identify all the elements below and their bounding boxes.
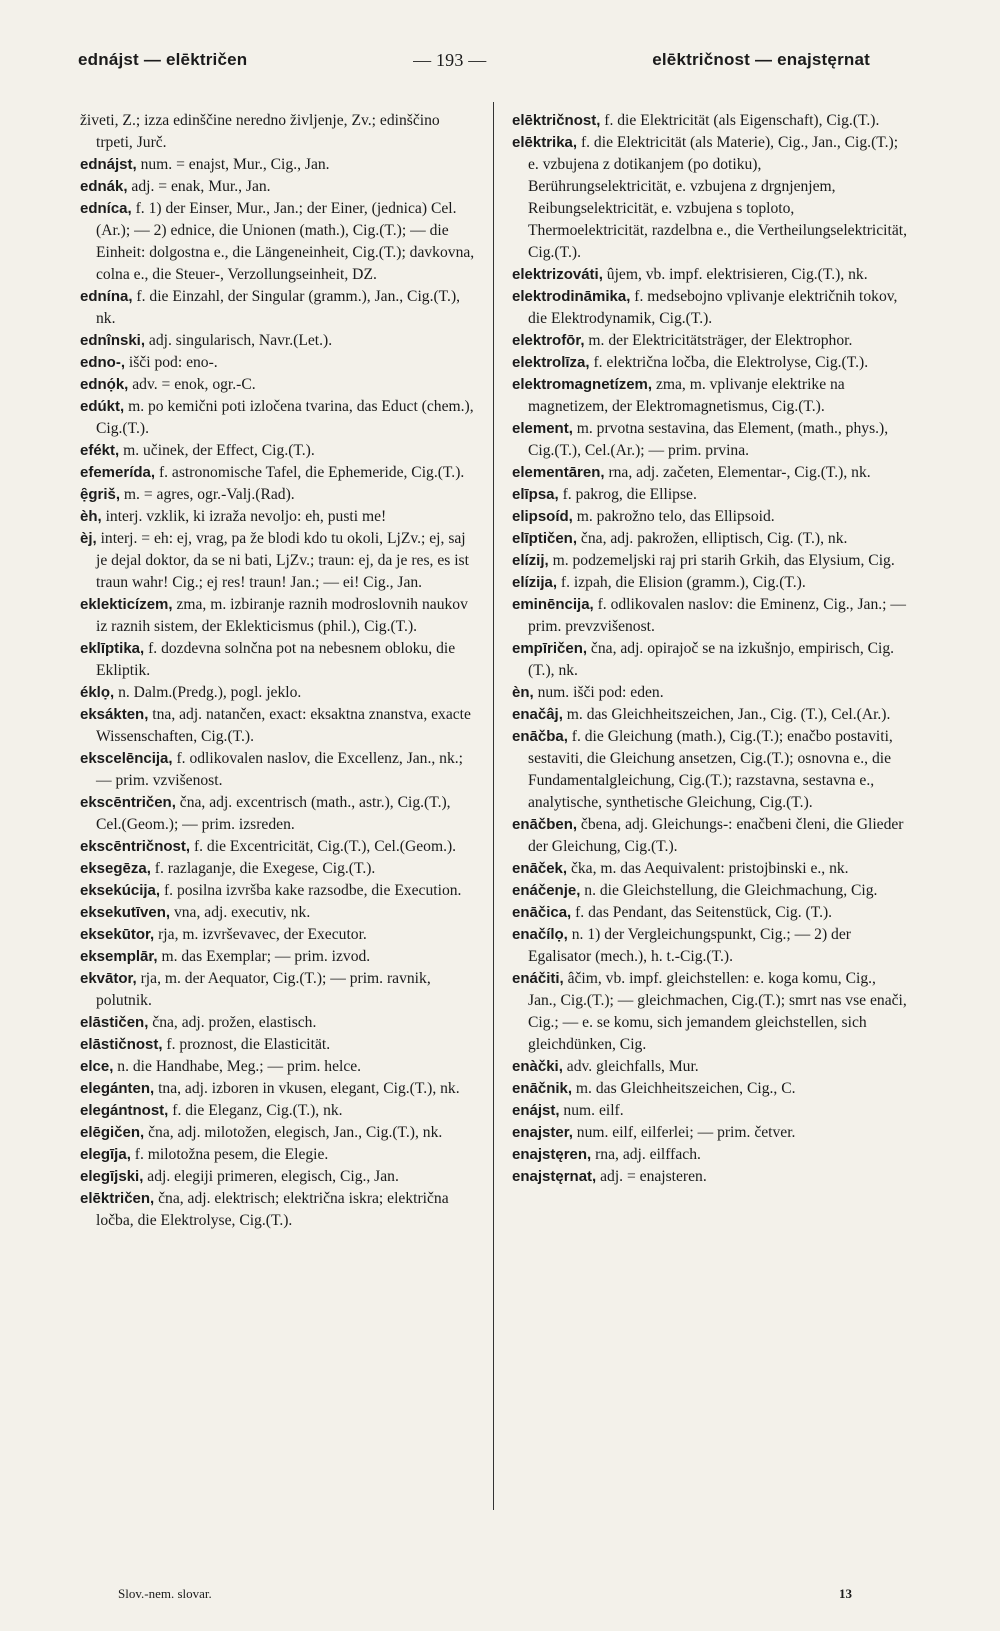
entry-definition: f. električna ločba, die Elektrolyse, Cig.(T.). (589, 354, 869, 371)
dictionary-entry (80, 858, 475, 880)
entry-definition: m. pakrožno telo, das Ellipsoid. (572, 508, 775, 525)
entry-definition: zma, m. izbiranje raznih modroslovnih naukov iz raznih sistem, der Eklekticismus (phil.), Cig.(T.). (96, 596, 468, 635)
entry-headword: èj, (80, 530, 97, 547)
entry-headword: enajstęrnat, (512, 1168, 597, 1185)
entry-headword: elízija, (512, 574, 558, 591)
dictionary-entry (512, 1078, 907, 1100)
entry-headword: elīptičen, (512, 530, 578, 547)
entry-headword: ekscelēncija, (80, 750, 173, 767)
entry-definition: tna, adj. izboren in vkusen, elegant, Cig.(T.), nk. (154, 1080, 460, 1097)
dictionary-entry (512, 902, 907, 924)
dictionary-entry (512, 1166, 907, 1188)
entry-headword: enàčki, (512, 1058, 563, 1075)
entry-definition: f. medsebojno vplivanje električnih tokov, die Elektrodynamik, Cig.(T.). (528, 288, 898, 327)
entry-definition: f. odlikovalen naslov: die Eminenz, Cig., Jan.; — prim. prevzvišenost. (528, 596, 906, 635)
entry-headword: eksákten, (80, 706, 149, 723)
running-header (78, 50, 870, 71)
entry-definition: m. das Exemplar; — prim. izvod. (157, 948, 371, 965)
dictionary-entry (512, 462, 907, 484)
entry-headword: elektrizováti, (512, 266, 603, 283)
entry-headword: elementāren, (512, 464, 605, 481)
entry-headword: elēgičen, (80, 1124, 145, 1141)
entry-definition: num. eilf. (559, 1102, 624, 1119)
entry-definition: m. das Gleichheitszeichen, Cig., C. (572, 1080, 796, 1097)
entry-definition: f. dozdevna solnčna pot na nebesnem obloku, die Ekliptik. (96, 640, 456, 679)
entry-definition: adj. = enak, Mur., Jan. (127, 178, 271, 195)
entry-headword: ekscēntričnost, (80, 838, 191, 855)
dictionary-entry (80, 528, 475, 594)
dictionary-entry (80, 176, 475, 198)
entry-definition: vna, adj. executiv, nk. (170, 904, 311, 921)
dictionary-entry (512, 352, 907, 374)
dictionary-entry (512, 726, 907, 814)
entry-definition: f. razlaganje, die Exegese, Cig.(T.). (150, 860, 376, 877)
dictionary-entry (512, 1056, 907, 1078)
entry-definition: m. prvotna sestavina, das Element, (math., phys.), Cig.(T.), Cel.(Ar.); — prim. prvina. (528, 420, 889, 459)
dictionary-entry (80, 484, 475, 506)
entry-definition: rja, m. der Aequator, Cig.(T.); — prim. ravnik, polutnik. (96, 970, 431, 1009)
entry-headword: efékt, (80, 442, 120, 459)
page-number: — 193 — (413, 50, 487, 70)
entry-definition: m. das Gleichheitszeichen, Jan., Cig. (T.), Cel.(Ar.). (562, 706, 891, 723)
dictionary-entry (80, 1012, 475, 1034)
entry-headword: enáčenje, (512, 882, 581, 899)
dictionary-entry (80, 1034, 475, 1056)
entry-headword: elēktričnost, (512, 112, 601, 129)
entry-headword: elce, (80, 1058, 114, 1075)
entry-headword: edúkt, (80, 398, 125, 415)
entry-definition: čbena, adj. Gleichungs-: enačbeni členi, die Glieder der Gleichung, Cig.(T.). (528, 816, 904, 855)
entry-definition: ûjem, vb. impf. elektrisieren, Cig.(T.), nk. (602, 266, 868, 283)
entry-definition: rna, adj. začeten, Elementar-, Cig.(T.), nk. (604, 464, 871, 481)
entry-headword: eksekúcija, (80, 882, 161, 899)
entry-headword: èh, (80, 508, 102, 525)
dictionary-entry (80, 594, 475, 638)
entry-definition: adv. gleichfalls, Mur. (562, 1058, 699, 1075)
entry-definition: âčim, vb. impf. gleichstellen: e. koga komu, Cig., Jan., Cig.(T.); — gleichmachen, Cig.(T.); smrt nas vse enači, Cig.; — e. se komu, sich jemandem gleichstellen, sich gleichdünken, Cig. (528, 970, 907, 1053)
dictionary-entry (80, 1122, 475, 1144)
entry-definition: num. išči pod: eden. (533, 684, 664, 701)
entry-definition: išči pod: eno-. (125, 354, 218, 371)
entry-definition: num. = enajst, Mur., Cig., Jan. (136, 156, 330, 173)
dictionary-entry (512, 572, 907, 594)
entry-headword: enāčica, (512, 904, 572, 921)
dictionary-entry (512, 330, 907, 352)
entry-headword: edníca, (80, 200, 132, 217)
signature-mark: Slov.-nem. slovar. (118, 1586, 212, 1601)
entry-definition: n. die Handhabe, Meg.; — prim. helce. (113, 1058, 362, 1075)
dictionary-entry (80, 1166, 475, 1188)
entry-headword: elektrodināmika, (512, 288, 631, 305)
dictionary-entry (80, 462, 475, 484)
entry-headword: ekvātor, (80, 970, 137, 987)
entry-definition: živeti, Z.; izza edinščine neredno življenje, Zv.; edinščino trpeti, Jurč. (80, 112, 440, 151)
entry-headword: elektromagnetízem, (512, 376, 653, 393)
dictionary-entry (80, 110, 475, 154)
dictionary-entry (512, 1100, 907, 1122)
dictionary-entry (80, 704, 475, 748)
entry-headword: elipsoíd, (512, 508, 573, 525)
entry-definition: adj. elegiji primeren, elegisch, Cig., Jan. (143, 1168, 399, 1185)
entry-headword: eksegēza, (80, 860, 151, 877)
entry-definition: f. die Excentricität, Cig.(T.), Cel.(Geom.). (190, 838, 457, 855)
entry-headword: elīpsa, (512, 486, 559, 503)
entry-headword: eksekutīven, (80, 904, 171, 921)
header-right-guide-words: elēktričnost — enajstęrnat (652, 50, 870, 69)
left-column (80, 110, 475, 1232)
entry-definition: rja, m. izvrševavec, der Executor. (154, 926, 367, 943)
dictionary-entry (512, 528, 907, 550)
entry-definition: f. 1) der Einser, Mur., Jan.; der Einer, (jednica) Cel.(Ar.); — 2) ednice, die Unionen (math.), Cig.(T.); — die Einheit: dolgostna e., die Längeneinheit, Cig.(T.); davkovna, colna e., die Steuer-, Verzollungseinheit, DZ. (96, 200, 475, 283)
entry-headword: eksekūtor, (80, 926, 155, 943)
entry-definition: rna, adj. eilffach. (591, 1146, 701, 1163)
entry-headword: elízij, (512, 552, 549, 569)
dictionary-entry (80, 506, 475, 528)
dictionary-entry (512, 550, 907, 572)
entry-headword: edno-, (80, 354, 125, 371)
entry-headword: ednînski, (80, 332, 146, 349)
entry-headword: empīričen, (512, 640, 588, 657)
entry-definition: f. odlikovalen naslov, die Excellenz, Jan., nk.; — prim. vzvišenost. (96, 750, 464, 789)
dictionary-entry (512, 418, 907, 462)
entry-definition: čka, m. das Aequivalent: pristojbinski e., nk. (567, 860, 849, 877)
entry-headword: eminēncija, (512, 596, 594, 613)
dictionary-entry (80, 968, 475, 1012)
dictionary-entry (80, 1056, 475, 1078)
dictionary-entry (80, 924, 475, 946)
dictionary-entry (80, 792, 475, 836)
entry-definition: adj. = enajsteren. (596, 1168, 707, 1185)
entry-headword: enāčnik, (512, 1080, 573, 1097)
dictionary-entry (512, 110, 907, 132)
dictionary-entry (512, 638, 907, 682)
dictionary-entry (512, 880, 907, 902)
dictionary-entry (512, 374, 907, 418)
entry-definition: tna, adj. natančen, exact: eksaktna znanstva, exacte Wissenschaften, Cig.(T.). (96, 706, 471, 745)
dictionary-entry (512, 506, 907, 528)
entry-definition: f. pakrog, die Ellipse. (558, 486, 697, 503)
entry-definition: f. milotožna pesem, die Elegie. (130, 1146, 329, 1163)
entry-definition: f. izpah, die Elision (gramm.), Cig.(T.). (557, 574, 806, 591)
dictionary-entry (512, 924, 907, 968)
dictionary-entry (512, 264, 907, 286)
entry-headword: ẹ̑griš, (80, 486, 121, 503)
entry-headword: enāčba, (512, 728, 568, 745)
entry-headword: éklọ, (80, 684, 115, 701)
entry-headword: ednák, (80, 178, 128, 195)
entry-headword: elēktrika, (512, 134, 578, 151)
column-divider (493, 102, 494, 1510)
entry-definition: čna, adj. pakrožen, elliptisch, Cig. (T.), nk. (577, 530, 848, 547)
entry-headword: enajster, (512, 1124, 573, 1141)
entry-definition: f. die Einzahl, der Singular (gramm.), Jan., Cig.(T.), nk. (96, 288, 461, 327)
entry-headword: elegījski, (80, 1168, 144, 1185)
entry-headword: elāstičnost, (80, 1036, 163, 1053)
page-footer (80, 1586, 860, 1602)
entry-headword: eklīptika, (80, 640, 145, 657)
entry-headword: ednájst, (80, 156, 137, 173)
dictionary-entry (80, 902, 475, 924)
entry-headword: elegántnost, (80, 1102, 169, 1119)
dictionary-entry (80, 682, 475, 704)
dictionary-entry (80, 440, 475, 462)
entry-definition: m. = agres, ogr.-Valj.(Rad). (120, 486, 295, 503)
header-left-guide-words: ednájst — elēktričen (78, 50, 248, 69)
entry-headword: enačâj, (512, 706, 563, 723)
entry-headword: elāstičen, (80, 1014, 149, 1031)
entry-headword: elegīja, (80, 1146, 131, 1163)
entry-definition: m. der Elektricitätsträger, der Elektrophor. (584, 332, 853, 349)
dictionary-entry (80, 880, 475, 902)
entry-definition: interj. vzklik, ki izraža nevoljo: eh, pusti me! (101, 508, 387, 525)
entry-definition: čna, adj. elektrisch; električna iskra; električna ločba, die Elektrolyse, Cig.(T.). (96, 1190, 449, 1229)
dictionary-entry (80, 1188, 475, 1232)
dictionary-entry (80, 352, 475, 374)
dictionary-entry (80, 286, 475, 330)
entry-definition: f. die Gleichung (math.), Cig.(T.); enačbo postaviti, sestaviti, die Gleichung ansetzen, Cig.(T.); osnovna e., die Fundamentalgleichung, Cig.(T.); razstavna, sestavna e., analytische, synthetische Gleichung, Cig.(T.). (528, 728, 893, 811)
entry-headword: eksemplār, (80, 948, 158, 965)
dictionary-entry (80, 154, 475, 176)
dictionary-entry (80, 946, 475, 968)
entry-definition: m. po kemični poti izločena tvarina, das Educt (chem.), Cig.(T.). (96, 398, 474, 437)
entry-headword: efemerída, (80, 464, 156, 481)
entry-headword: enačílọ, (512, 926, 568, 943)
sheet-number: 13 (839, 1586, 852, 1601)
entry-headword: elegánten, (80, 1080, 155, 1097)
entry-headword: enāček, (512, 860, 568, 877)
entry-definition: čna, adj. excentrisch (math., astr.), Cig.(T.), Cel.(Geom.); — prim. izsreden. (96, 794, 451, 833)
entry-definition: n. Dalm.(Predg.), pogl. jeklo. (114, 684, 302, 701)
dictionary-entry (512, 1144, 907, 1166)
entry-headword: elēktričen, (80, 1190, 155, 1207)
entry-definition: f. die Eleganz, Cig.(T.), nk. (168, 1102, 343, 1119)
right-column (512, 110, 907, 1188)
entry-definition: f. posilna izvršba kake razsodbe, die Execution. (160, 882, 462, 899)
entry-headword: element, (512, 420, 573, 437)
dictionary-entry (512, 132, 907, 264)
entry-definition: adj. singularisch, Navr.(Let.). (145, 332, 333, 349)
entry-definition: f. astronomische Tafel, die Ephemeride, Cig.(T.). (155, 464, 465, 481)
dictionary-entry (512, 594, 907, 638)
entry-headword: èn, (512, 684, 534, 701)
dictionary-entry (512, 286, 907, 330)
entry-headword: enāčben, (512, 816, 578, 833)
entry-definition: čna, adj. prožen, elastisch. (148, 1014, 317, 1031)
entry-headword: ednọ́k, (80, 376, 129, 393)
dictionary-entry (80, 836, 475, 858)
dictionary-entry (512, 704, 907, 726)
entry-definition: n. 1) der Vergleichungspunkt, Cig.; — 2) der Egalisator (mech.), h. t.-Cig.(T.). (528, 926, 851, 965)
entry-definition: m. podzemeljski raj pri starih Grkih, das Elysium, Cig. (548, 552, 895, 569)
dictionary-entry (512, 814, 907, 858)
dictionary-entry (80, 1144, 475, 1166)
dictionary-entry (80, 396, 475, 440)
entry-definition: f. das Pendant, das Seitenstück, Cig. (T.). (571, 904, 833, 921)
dictionary-entry (512, 968, 907, 1056)
entry-headword: enajstęren, (512, 1146, 592, 1163)
entry-headword: elektrolīza, (512, 354, 590, 371)
dictionary-entry (80, 374, 475, 396)
entry-definition: f. proznost, die Elasticität. (162, 1036, 331, 1053)
dictionary-entry (512, 858, 907, 880)
entry-headword: elektrofōr, (512, 332, 585, 349)
entry-headword: ekscēntričen, (80, 794, 176, 811)
dictionary-entry (512, 484, 907, 506)
entry-definition: čna, adj. milotožen, elegisch, Jan., Cig.(T.), nk. (144, 1124, 443, 1141)
entry-definition: adv. = enok, ogr.-C. (128, 376, 256, 393)
entry-definition: num. eilf, eilferlei; — prim. četver. (572, 1124, 796, 1141)
dictionary-entry (512, 682, 907, 704)
dictionary-entry (80, 1100, 475, 1122)
entry-definition: f. die Elektricität (als Eigenschaft), Cig.(T.). (600, 112, 880, 129)
entry-definition: interj. = eh: ej, vrag, pa že blodi kdo tu okoli, LjZv.; ej, saj je dejal doktor, da se ni bati, LjZv.; traun: ej, da je res, es ist traun wahr! Cig.; ej res! traun! Jan.; — ei! Cig., Jan. (96, 530, 469, 591)
dictionary-entry (80, 638, 475, 682)
entry-headword: enáčiti, (512, 970, 564, 987)
dictionary-entry (512, 1122, 907, 1144)
entry-headword: ednína, (80, 288, 133, 305)
entry-headword: eklekticízem, (80, 596, 173, 613)
entry-definition: zma, m. vplivanje elektrike na magnetizem, der Elektromagnetismus, Cig.(T.). (528, 376, 845, 415)
entry-headword: enájst, (512, 1102, 560, 1119)
entry-definition: m. učinek, der Effect, Cig.(T.). (119, 442, 315, 459)
entry-definition: n. die Gleichstellung, die Gleichmachung, Cig. (580, 882, 878, 899)
dictionary-entry (80, 1078, 475, 1100)
entry-definition: čna, adj. opirajoč se na izkušnjo, empirisch, Cig.(T.), nk. (528, 640, 895, 679)
entry-definition: f. die Elektricität (als Materie), Cig., Jan., Cig.(T.); e. vzbujena z dotikanjem (po dotiku), Berührungselektricität, e. vzbujena z drgnjenjem, Reibungselektricität, e. vzbujena s toploto, Thermoelektricität, razdelbna e., die Vertheilungselektricität, Cig.(T.). (528, 134, 908, 261)
dictionary-entry (80, 198, 475, 286)
dictionary-entry (80, 330, 475, 352)
dictionary-entry (80, 748, 475, 792)
